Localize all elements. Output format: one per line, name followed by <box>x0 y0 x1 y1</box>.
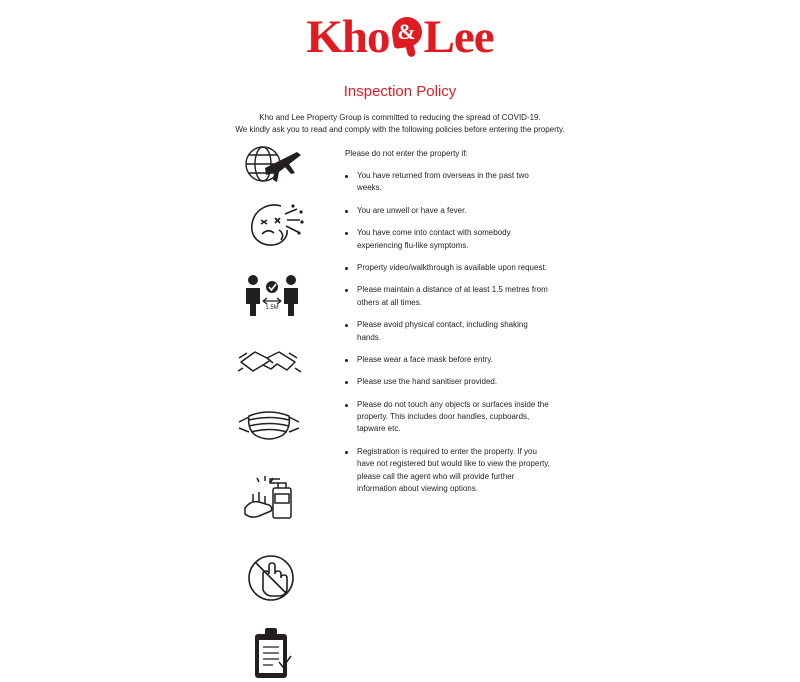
policy-page <box>0 11 800 614</box>
distance-label: 1.5M <box>265 305 279 311</box>
list-item: Please use the hand sanitiser provided. <box>345 376 550 388</box>
list-item: Please do not touch any objects or surfaces inside the property. This includes door handles, cupboards, tapware etc. <box>345 399 550 436</box>
list-item: You have come into contact with somebody experiencing flu-like symptoms. <box>345 227 550 252</box>
list-item: Registration is required to enter the property. If you have not registered but would like to view the property, please call the agent who will provide further information about viewing options. <box>345 446 550 496</box>
intro-text <box>0 112 800 136</box>
intro-line-1: Kho and Lee Property Group is committed to reducing the spread of COVID-19. <box>259 113 541 122</box>
list-item: Please avoid physical contact, including shaking hands. <box>345 319 550 344</box>
list-item: You have returned from overseas in the past two weeks. <box>345 170 550 195</box>
brand-name-right: Lee <box>423 11 494 63</box>
policy-list <box>345 170 550 495</box>
policy-content <box>0 148 800 495</box>
list-item: You are unwell or have a fever. <box>345 205 550 217</box>
lead-text: Please do not enter the property if: <box>345 149 468 158</box>
list-item: Please maintain a distance of at least 1.5 metres from others at all times. <box>345 284 550 309</box>
ampersand-glyph: & <box>397 19 416 44</box>
list-item: Property video/walkthrough is available upon request. <box>345 262 550 274</box>
registration-clipboard-icon <box>235 626 309 682</box>
brand-logo <box>0 11 800 63</box>
brand-name-left: Kho <box>306 11 390 63</box>
list-item: Please wear a face mask before entry. <box>345 354 550 366</box>
page-title: Inspection Policy <box>343 83 457 100</box>
ampersand-badge-icon <box>390 16 424 58</box>
do-not-touch-icon <box>235 552 309 604</box>
intro-line-2: We kindly ask you to read and comply with the following policies before entering the property. <box>235 125 565 134</box>
